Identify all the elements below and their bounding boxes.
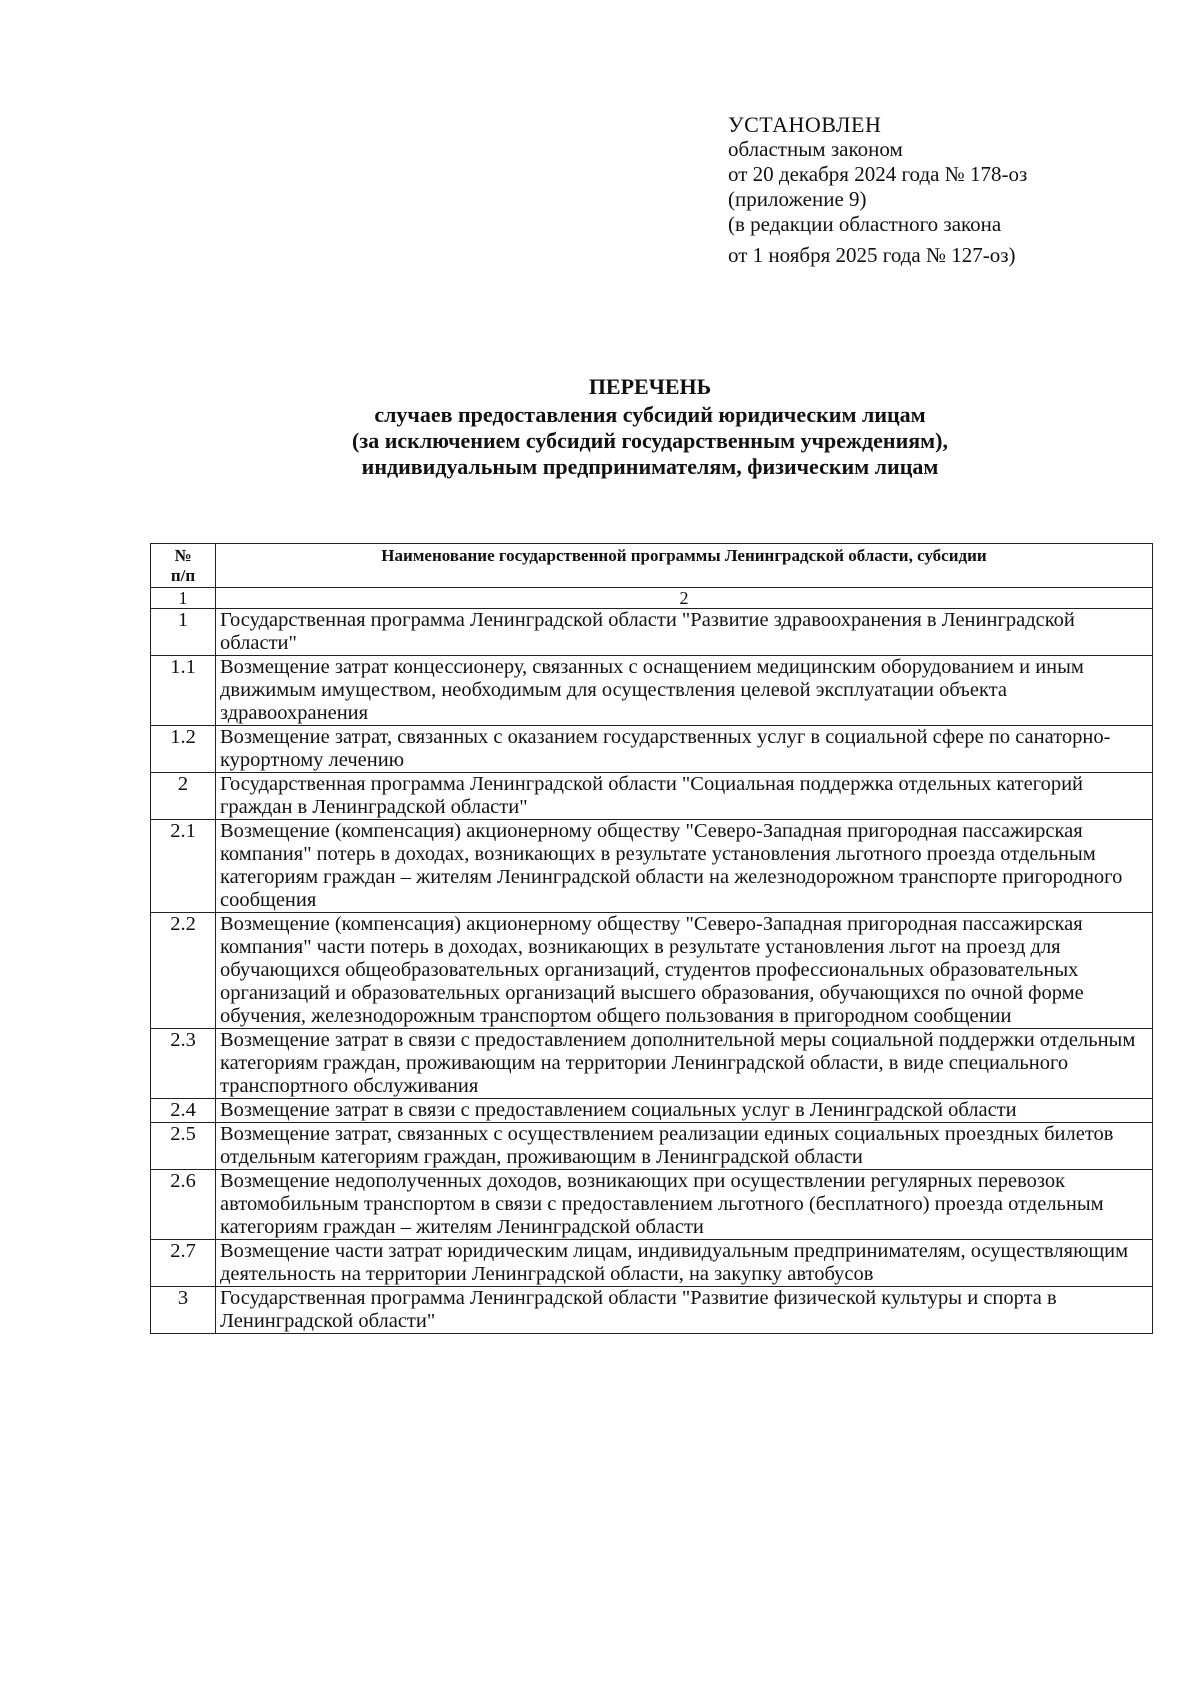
table-row: [151, 820, 1153, 913]
row-number: 2: [151, 773, 216, 820]
row-number: 2.6: [151, 1170, 216, 1240]
stamp-line: от 1 ноября 2025 года № 127-оз): [728, 243, 1016, 267]
row-number: 1: [151, 609, 216, 656]
table-row: [151, 726, 1153, 773]
table-row: [151, 1287, 1153, 1334]
table-row: [151, 1240, 1153, 1287]
row-number: 1.1: [151, 656, 216, 726]
table-row: [151, 656, 1153, 726]
approval-stamp: [728, 112, 1027, 268]
row-description: Возмещение (компенсация) акционерному обществу "Северо-Западная пригородная пассажирская компания" потерь в доходах, возникающих в результате установления льготного проезда отдельным категориям граждан – жителям Ленинградской области на железнодорожном транспорте пригородного сообщения: [216, 820, 1153, 913]
row-number: 2.3: [151, 1029, 216, 1099]
row-number: 2.7: [151, 1240, 216, 1287]
row-number: 2.4: [151, 1099, 216, 1123]
row-number: 2.5: [151, 1123, 216, 1170]
row-description: Возмещение (компенсация) акционерному обществу "Северо-Западная пригородная пассажирская компания" части потерь в доходах, возникающих в результате установления льгот на проезд для обучающихся общеобразовательных организаций, студентов профессиональных образовательных организаций и образовательных организаций высшего образования, обучающихся по очной форме обучения, железнодорожным транспортом общего пользования в пригородном сообщении: [216, 913, 1153, 1029]
row-description: Государственная программа Ленинградской области "Социальная поддержка отдельных категорий граждан в Ленинградской области": [216, 773, 1153, 820]
stamp-line: (приложение 9): [728, 187, 867, 211]
row-description: Возмещение затрат концессионеру, связанных с оснащением медицинским оборудованием и иным движимым имуществом, необходимым для осуществления целевой эксплуатации объекта здравоохранения: [216, 656, 1153, 726]
row-description: Возмещение затрат в связи с предоставлением социальных услуг в Ленинградской области: [216, 1099, 1153, 1123]
row-description: Возмещение затрат, связанных с осуществлением реализации единых социальных проездных билетов отдельным категориям граждан, проживающим в Ленинградской области: [216, 1123, 1153, 1170]
table-row: [151, 1029, 1153, 1099]
document-subtitle: (за исключением субсидий государственным учреждениям),: [352, 428, 948, 453]
row-number: 2.1: [151, 820, 216, 913]
column-number-cell: 2: [216, 588, 1153, 609]
document-heading: [150, 374, 1150, 480]
row-description: Возмещение недополученных доходов, возникающих при осуществлении регулярных перевозок автомобильным транспортом в связи с предоставлением льготного (бесплатного) проезда отдельным категориям граждан – жителям Ленинградской области: [216, 1170, 1153, 1240]
document-subtitle: индивидуальным предпринимателям, физическим лицам: [361, 454, 939, 479]
document-title: ПЕРЕЧЕНЬ: [588, 374, 712, 399]
header-number-symbol: №: [174, 546, 192, 565]
stamp-line: (в редакции областного закона: [728, 212, 1002, 236]
row-number: 2.2: [151, 913, 216, 1029]
table-row: [151, 1170, 1153, 1240]
row-description: Возмещение части затрат юридическим лицам, индивидуальным предпринимателям, осуществляющим деятельность на территории Ленинградской области, на закупку автобусов: [216, 1240, 1153, 1287]
table-header-row: [151, 544, 1153, 588]
stamp-title: УСТАНОВЛЕН: [728, 112, 882, 137]
column-header-name: Наименование государственной программы Ленинградской области, субсидии: [216, 544, 1153, 588]
column-number-cell: 1: [151, 588, 216, 609]
header-number-abbr: п/п: [170, 566, 196, 585]
column-number-row: [151, 588, 1153, 609]
table-row: [151, 773, 1153, 820]
row-description: Возмещение затрат, связанных с оказанием государственных услуг в социальной сфере по санаторно-курортному лечению: [216, 726, 1153, 773]
row-description: Возмещение затрат в связи с предоставлением дополнительной меры социальной поддержки отдельным категориям граждан, проживающим на территории Ленинградской области, в виде специального транспортного обслуживания: [216, 1029, 1153, 1099]
row-number: 3: [151, 1287, 216, 1334]
document-subtitle: случаев предоставления субсидий юридическим лицам: [374, 402, 926, 427]
row-description: Государственная программа Ленинградской области "Развитие здравоохранения в Ленинградской области": [216, 609, 1153, 656]
row-description: Государственная программа Ленинградской области "Развитие физической культуры и спорта в Ленинградской области": [216, 1287, 1153, 1334]
table-row: [151, 1123, 1153, 1170]
row-number: 1.2: [151, 726, 216, 773]
subsidy-table: [150, 543, 1153, 1334]
stamp-line: от 20 декабря 2024 года № 178-оз: [728, 162, 1028, 186]
stamp-line: областным законом: [728, 137, 903, 161]
column-header-number: [151, 544, 216, 588]
table-row: [151, 1099, 1153, 1123]
table-row: [151, 609, 1153, 656]
table-row: [151, 913, 1153, 1029]
